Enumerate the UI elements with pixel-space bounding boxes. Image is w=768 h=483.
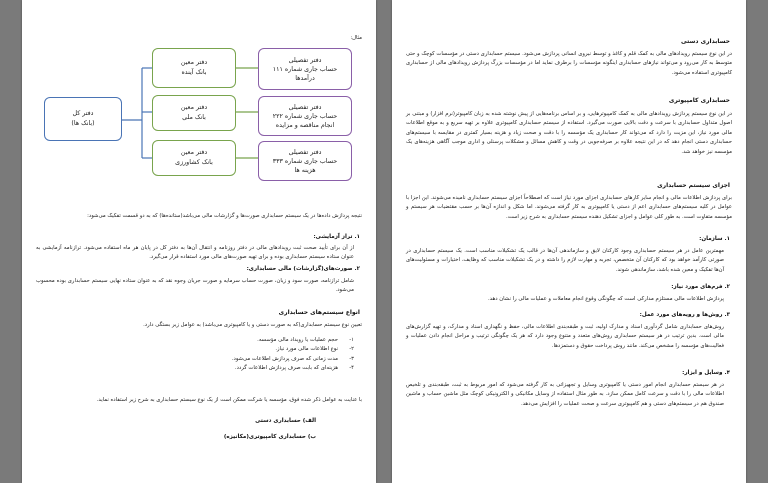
- detail-2-line-1: دفتر تفصیلی: [288, 103, 322, 111]
- left-page: [22, 0, 376, 483]
- item2-title: ۲. صورت‌های(گزارشات) مالی حسابداری:: [246, 266, 360, 272]
- detail-3-line-2: حساب جاری شماره ۳۳۳: [272, 157, 338, 165]
- mid-3-line-1: دفتر معین: [180, 149, 208, 156]
- c1-title: ۱. سازمان:: [699, 236, 730, 242]
- root-line-1: دفتر کل: [72, 110, 94, 117]
- factors-list: [54, 336, 354, 374]
- c2-title: ۲. فرم‌های مورد نیاز:: [671, 284, 730, 290]
- list-item: [54, 364, 354, 373]
- factor-text: هزینه‌ای که بابت صرف پردازش اطلاعات گردد.: [234, 365, 338, 372]
- item2-text: شامل ترازنامه، صورت سود و زیان، صورت حساب سرمایه و صورت جریان وجوه نقد که به عنوان ستاده نهایی سیستم حسابداری بوده محسوب می‌شود.: [36, 278, 354, 294]
- detail-1-line-3: درآمدها: [295, 74, 315, 82]
- mid-box-2: [152, 95, 236, 131]
- c4-title: ۴. وسایل و ابزار:: [682, 370, 730, 376]
- components-title: اجزای سیستم حسابداری: [657, 182, 730, 189]
- example-label: مثال:: [350, 35, 362, 41]
- detail-1-line-1: دفتر تفصیلی: [288, 56, 322, 64]
- types-title: انواع سیستم‌های حسابداری: [278, 309, 360, 316]
- manual-title: حسابداری دستی: [681, 38, 730, 45]
- detail-box-1: [258, 48, 352, 90]
- right-page: [392, 0, 746, 483]
- detail-3-line-1: دفتر تفصیلی: [288, 148, 322, 156]
- factor-number: ۲-: [349, 346, 354, 353]
- computer-title: حسابداری کامپیوتری: [668, 97, 730, 104]
- types-note: با عنایت به عوامل ذکر شده فوق، مؤسسه یا شرکت ممکن است از یک نوع سیستم حسابداری به شرح زیر استفاده نماید.: [96, 397, 362, 403]
- mid-1-line-1: دفتر معین: [180, 59, 208, 66]
- manual-text: در این نوع سیستم رویدادهای مالی به کمک قلم و کاغذ و توسط نیروی انسانی پردازش می‌شود. سیستم حسابداری دستی در مؤسسات کوچک و حتی متوسط به کار می‌رود و می‌تواند نیازهای حسابداری اینگونه مؤسسات را برطرف نماید اما در مؤسسات بزرگ پردازش رویدادهای مالی از حسابداری کامپیوتری استفاده می‌شود.: [406, 51, 732, 76]
- item1-text: از آن برای تأیید صحت ثبت رویدادهای مالی در دفتر روزنامه و انتقال آن‌ها به دفتر کل در پایان هر ماه استفاده می‌شود. ترازنامه آزمایشی به عنوان ستاده سیستم حسابداری بوده و برای تهیه صورت‌های مالی مورد استفاده قرار می‌گیرد.: [36, 245, 354, 261]
- mid-box-3: [152, 140, 236, 176]
- c3-text: روش‌های حسابداری شامل گردآوری اسناد و مدارک اولیه، ثبت و طبقه‌بندی اطلاعات مالی، حفظ و نگهداری اسناد و مدارک، و تهیه گزارش‌های مالی است. بدین ترتیب در هر سیستم حسابداری روش‌های متعدد و متنوع وجود دارد که هر یک چگونگی ترتیب و مراحل انجام دادن عملیات و فعالیت‌های مؤسسه را مشخص می‌کند. مانند روش پرداخت حقوق و دستمزدها.: [406, 324, 724, 349]
- list-item: [54, 345, 354, 354]
- list-item: [54, 355, 354, 364]
- factor-number: ۳-: [349, 355, 354, 362]
- detail-3-line-3: هزینه ها: [294, 166, 316, 174]
- types-intro: تعیین نوع سیستم حسابداری(که به صورت دستی و یا کامپیوتری می‌باشد) به عوامل زیر بستگی دارد.: [143, 322, 362, 328]
- mid-3-line-2: بانک کشاورزی: [175, 159, 213, 166]
- mid-1-line-2: بانک آینده: [181, 69, 207, 76]
- c3-title: ۳. روش‌ها و رویه‌های مورد عمل:: [639, 312, 730, 318]
- factor-number: ۴-: [349, 365, 354, 372]
- item1-title: ۱. تراز آزمایشی:: [313, 234, 360, 240]
- type-a-heading: الف) حسابداری دستی: [255, 418, 316, 424]
- type-b-heading: ب) حسابداری کامپیوتری(مکانیزه): [223, 434, 316, 440]
- factor-text: نوع اطلاعات مالی مورد نیاز.: [275, 346, 338, 353]
- detail-1-line-2: حساب جاری شماره ۱۱۱: [272, 65, 338, 73]
- computer-text: در این نوع سیستم پردازش رویدادهای مالی به کمک کامپیوترهایی، و بر اساس برنامه‌هایی از پیش نوشته شده به زبان کامپیوتر(نرم افزار) و مبتنی بر اصول متداول حسابداری با سرعت و دقت بالایی صورت می‌گیرد. استفاده از سیستم حسابداری کامپیوتری علاوه بر تهیه سریع و به موقع اطلاعات مالی مورد نیاز، این مزیت را دارد که می‌تواند کار حسابداری یک مؤسسه را با دقت و صحت زیاد و هزینه بسیار کمتری در مقایسه با سیستم‌های حسابداری دستی انجام دهد که در این نتیجه علاوه بر صرفه‌جویی در وقت و کاهش مسائل و مشکلات پرسنلی و اداری موجب آگاهی هزینه‌های یک مؤسسه نیز خواهد شد.: [406, 111, 732, 155]
- mid-2-line-2: بانک ملی: [182, 114, 206, 121]
- intro-paragraph: نتیجه پردازش داده‌ها در یک سیستم حسابداری صورت‌ها و گزارشات مالی می‌باشد(ستانده‌ها) که به دو قسمت تفکیک می‌شود:: [87, 213, 362, 219]
- detail-box-3: [258, 141, 352, 181]
- c1-text: مهمترین عامل در هر سیستم حسابداری وجود کارکنان لایق و سازماندهی آن‌ها در قالب یک تشکیلات مناسب است. یک سیستم حسابداری در صورتی کارآمد خواهد بود که کارکنان آن متخصص، تجربه و مهارت لازم را داشته و در یک تشکیلات مناسب که وظایف، اختیارات و مسئولیت‌های آن‌ها تفکیک و معین شده باشد، سازماندهی شوند.: [406, 248, 724, 273]
- detail-2-line-2: حساب جاری شماره ۲۲۲: [272, 112, 338, 120]
- mid-box-1: [152, 48, 236, 88]
- components-text: برای پردازش اطلاعات مالی و انجام سایر کارهای حسابداری اجزای مورد نیاز است که اصطلاحاً اجزای سیستم حسابداری نامیده می‌شوند. این اجزا با عوامل در کلیه سیستم‌های حسابداری اعم از دستی یا کامپیوتری به کار گرفته می‌شوند. اما شکل و اندازه آن‌ها بر حسب مقتضیات هر سیستم و مؤسسه متفاوت است. به طور کلی عوامل و اجزای تشکیل دهنده سیستم حسابداری به شرح زیر است.: [406, 195, 732, 220]
- factor-text: حجم عملیات یا رویداد مالی مؤسسه.: [257, 337, 338, 343]
- mid-2-line-1: دفتر معین: [180, 104, 208, 111]
- detail-2-line-3: انجام مناقصه و مزایده: [275, 121, 335, 129]
- list-item: [54, 336, 354, 345]
- root-line-2: (بانک ها): [71, 120, 95, 127]
- detail-box-2: [258, 96, 352, 136]
- c2-text: پردازش اطلاعات مالی مستلزم مدارکی است که چگونگی وقوع انجام معاملات و عملیات مالی را نشان دهد.: [487, 296, 724, 302]
- c4-text: در هر سیستم حسابداری انجام امور دستی یا کامپیوتری وسایل و تجهیزاتی به کار گرفته می‌شود که امور مربوط به ثبت، طبقه‌بندی و تلخیص اطلاعات مالی را با دقت و سرعت کامل ممکن سازد. به طور مثال استفاده از وسایل مکانیکی و الکترونیکی کوچک مثل ماشین حساب و ماشین صندوق هم در سیستم‌های دستی و هم کامپیوتری سرعت و صحت عملیات را افزایش می‌دهد.: [406, 382, 724, 407]
- factor-number: ۱-: [349, 337, 354, 343]
- root-ledger-box: [44, 97, 122, 141]
- factor-text: مدت زمانی که صرف پردازش اطلاعات می‌شود.: [231, 355, 338, 362]
